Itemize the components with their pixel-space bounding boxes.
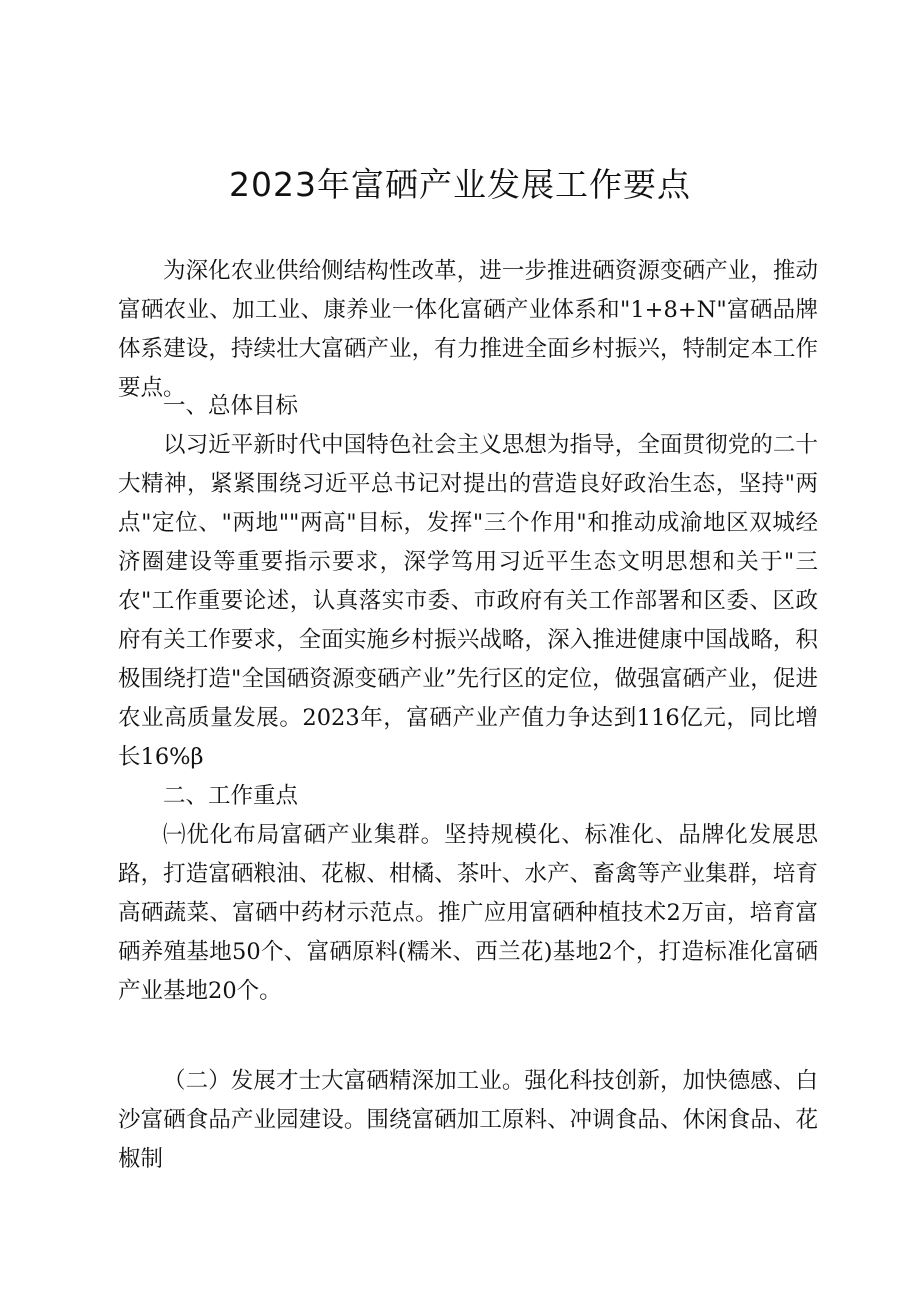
intro-paragraph bbox=[118, 252, 818, 408]
work-focus-item-2 bbox=[118, 1062, 818, 1179]
overall-goal-text: 以习近平新时代中国特色社会主义思想为指导，全面贯彻党的二十大精神，紧紧围绕习近平总书记对提出的营造良好政治生态，坚持"两点"定位、"两地""两高"目标，发挥"三个作用"和推动成渝地区双城经济圈建设等重要指示要求，深学笃用习近平生态文明思想和关于"三农"工作重要论述，认真落实市委、市政府有关工作部署和区委、区政府有关工作要求，全面实施乡村振兴战略，深入推进健康中国战略，积极围绕打造"全国硒资源变硒产业”先行区的定位，做强富硒产业，促进农业高质量发展。2023年，富硒产业产值力争达到116亿元，同比增长16%β bbox=[118, 432, 818, 770]
work-focus-item-1 bbox=[118, 816, 818, 1011]
document-title: 2023年富硒产业发展工作要点 bbox=[229, 165, 691, 204]
work-focus-item-2-text: （二）发展才士大富硒精深加工业。强化科技创新，加快德感、白沙富硒食品产业园建设。围绕富硒加工原料、冲调食品、休闲食品、花椒制 bbox=[118, 1068, 818, 1172]
section-heading-text: 一、总体目标 bbox=[163, 393, 299, 419]
section-heading-text: 二、工作重点 bbox=[163, 783, 299, 809]
work-focus-item-1-text: ㈠优化布局富硒产业集群。坚持规模化、标准化、品牌化发展思路，打造富硒粮油、花椒、柑橘、茶叶、水产、畜禽等产业集群，培育高硒蔬菜、富硒中药材示范点。推广应用富硒种植技术2万亩，培育富硒养殖基地50个、富硒原料(糯米、西兰花)基地2个，打造标准化富硒产业基地20个。 bbox=[118, 822, 818, 1004]
overall-goal-paragraph bbox=[118, 426, 818, 777]
section-heading-work-focus bbox=[118, 777, 818, 816]
section-heading-overall-goal bbox=[118, 387, 818, 426]
intro-text: 为深化农业供给侧结构性改革，进一步推进硒资源变硒产业，推动富硒农业、加工业、康养业一体化富硒产业体系和"1+8+N"富硒品牌体系建设，持续壮大富硒产业，有力推进全面乡村振兴，特制定本工作要点。 bbox=[118, 258, 818, 401]
